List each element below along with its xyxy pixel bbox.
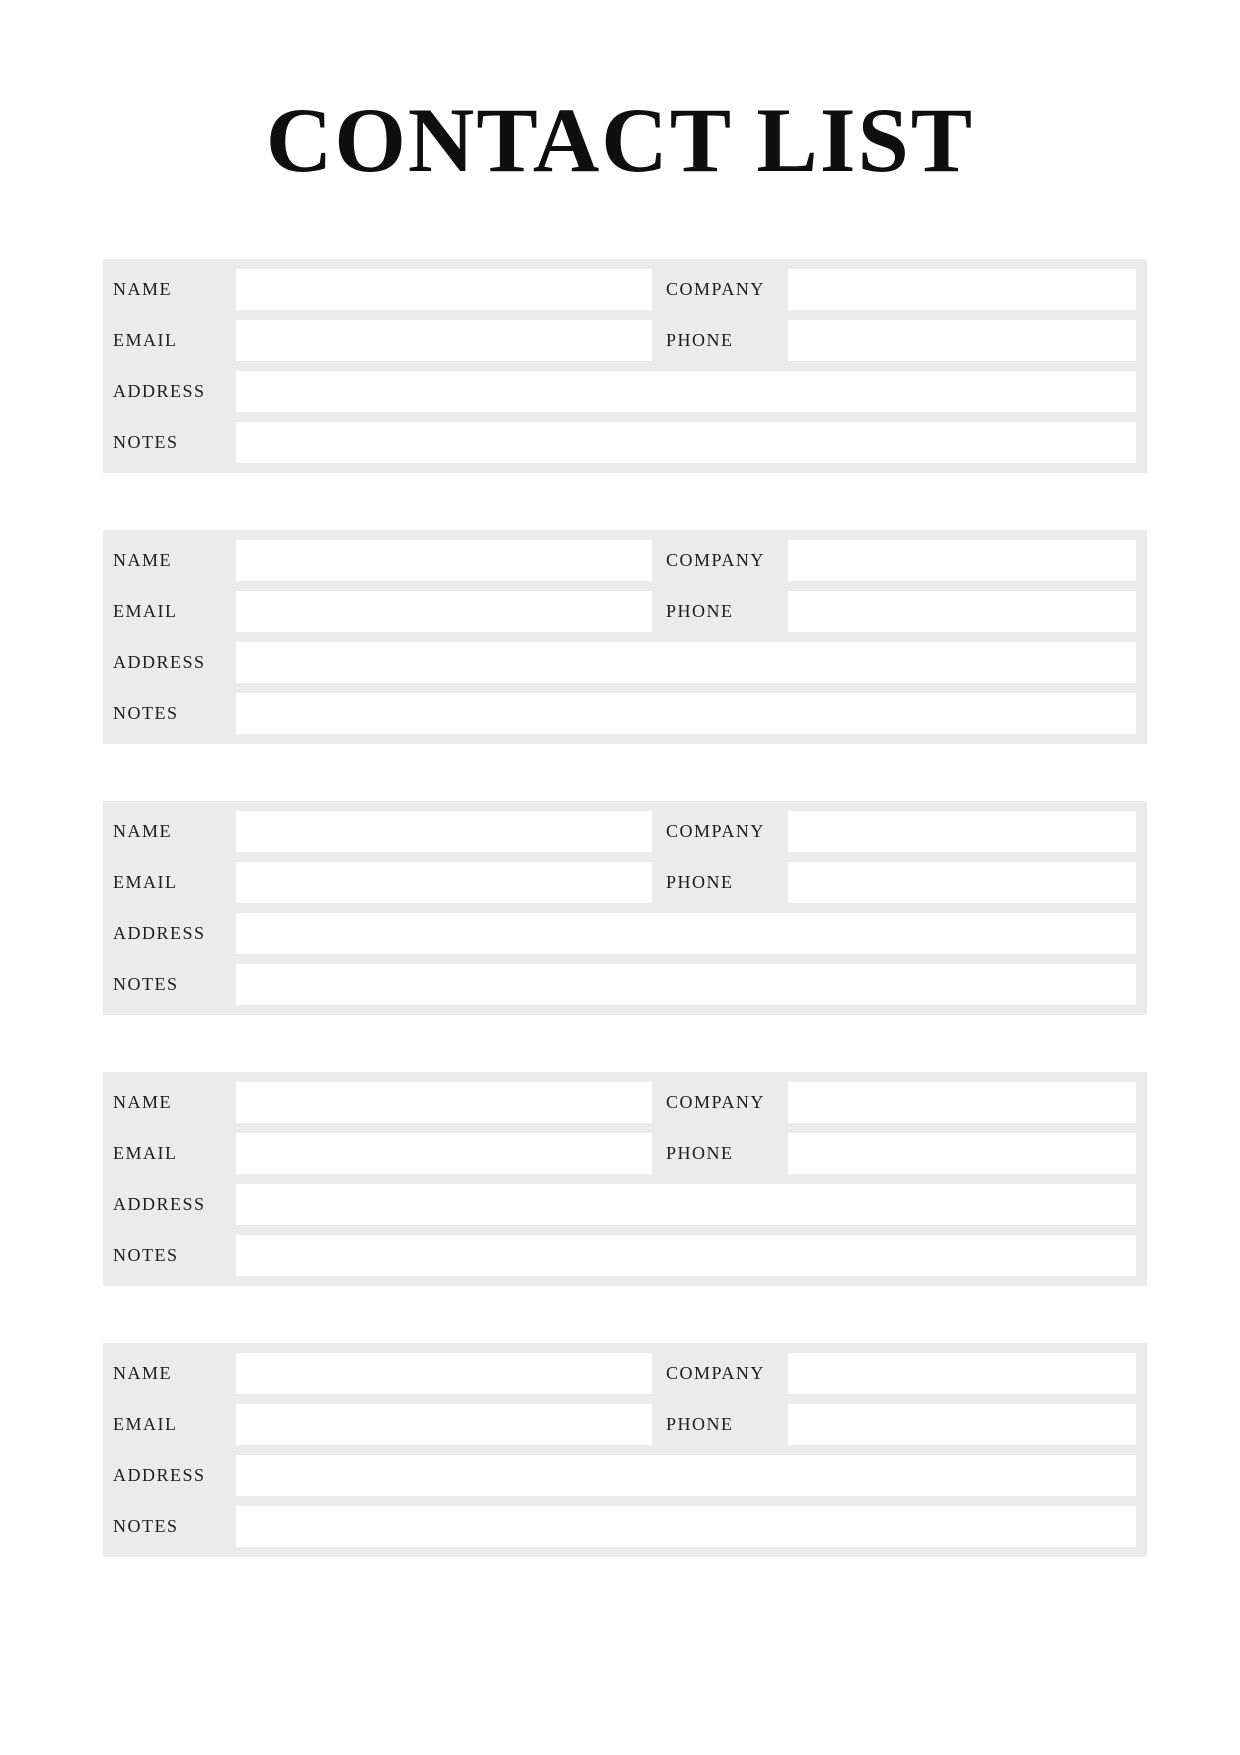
notes-label: NOTES [113,1245,179,1265]
name-input[interactable] [236,269,652,310]
address-input[interactable] [236,913,1136,954]
phone-input[interactable] [788,862,1136,903]
phone-input[interactable] [788,1133,1136,1174]
name-label: NAME [113,279,172,299]
name-label: NAME [113,550,172,570]
phone-input[interactable] [788,591,1136,632]
phone-label: PHONE [666,1143,734,1163]
address-label: ADDRESS [113,1194,206,1214]
email-label: EMAIL [113,601,178,621]
page-title: CONTACT LIST [265,89,975,191]
contact-card-list [0,259,1240,1557]
notes-label: NOTES [113,1516,179,1536]
company-input[interactable] [788,1353,1136,1394]
contact-card-3 [103,801,1147,1015]
contact-card-5 [103,1343,1147,1557]
name-input[interactable] [236,1082,652,1123]
email-input[interactable] [236,320,652,361]
email-label: EMAIL [113,1414,178,1434]
name-input[interactable] [236,811,652,852]
notes-input[interactable] [236,964,1136,1005]
email-input[interactable] [236,1133,652,1174]
name-label: NAME [113,1092,172,1112]
address-label: ADDRESS [113,923,206,943]
notes-label: NOTES [113,703,179,723]
email-input[interactable] [236,591,652,632]
email-label: EMAIL [113,1143,178,1163]
phone-label: PHONE [666,330,734,350]
email-label: EMAIL [113,330,178,350]
email-label: EMAIL [113,872,178,892]
company-label: COMPANY [666,821,765,841]
address-input[interactable] [236,1455,1136,1496]
notes-input[interactable] [236,1235,1136,1276]
notes-label: NOTES [113,974,179,994]
email-input[interactable] [236,862,652,903]
contact-card-4 [103,1072,1147,1286]
phone-input[interactable] [788,1404,1136,1445]
address-label: ADDRESS [113,1465,206,1485]
email-input[interactable] [236,1404,652,1445]
address-input[interactable] [236,371,1136,412]
phone-label: PHONE [666,601,734,621]
company-label: COMPANY [666,550,765,570]
phone-label: PHONE [666,872,734,892]
company-input[interactable] [788,540,1136,581]
address-label: ADDRESS [113,381,206,401]
company-input[interactable] [788,269,1136,310]
name-label: NAME [113,1363,172,1383]
contact-card-2 [103,530,1147,744]
company-input[interactable] [788,1082,1136,1123]
company-label: COMPANY [666,1092,765,1112]
name-input[interactable] [236,1353,652,1394]
notes-input[interactable] [236,693,1136,734]
name-input[interactable] [236,540,652,581]
company-label: COMPANY [666,1363,765,1383]
notes-label: NOTES [113,432,179,452]
company-label: COMPANY [666,279,765,299]
address-label: ADDRESS [113,652,206,672]
address-input[interactable] [236,642,1136,683]
notes-input[interactable] [236,422,1136,463]
phone-input[interactable] [788,320,1136,361]
phone-label: PHONE [666,1414,734,1434]
address-input[interactable] [236,1184,1136,1225]
name-label: NAME [113,821,172,841]
notes-input[interactable] [236,1506,1136,1547]
contact-card-1 [103,259,1147,473]
company-input[interactable] [788,811,1136,852]
